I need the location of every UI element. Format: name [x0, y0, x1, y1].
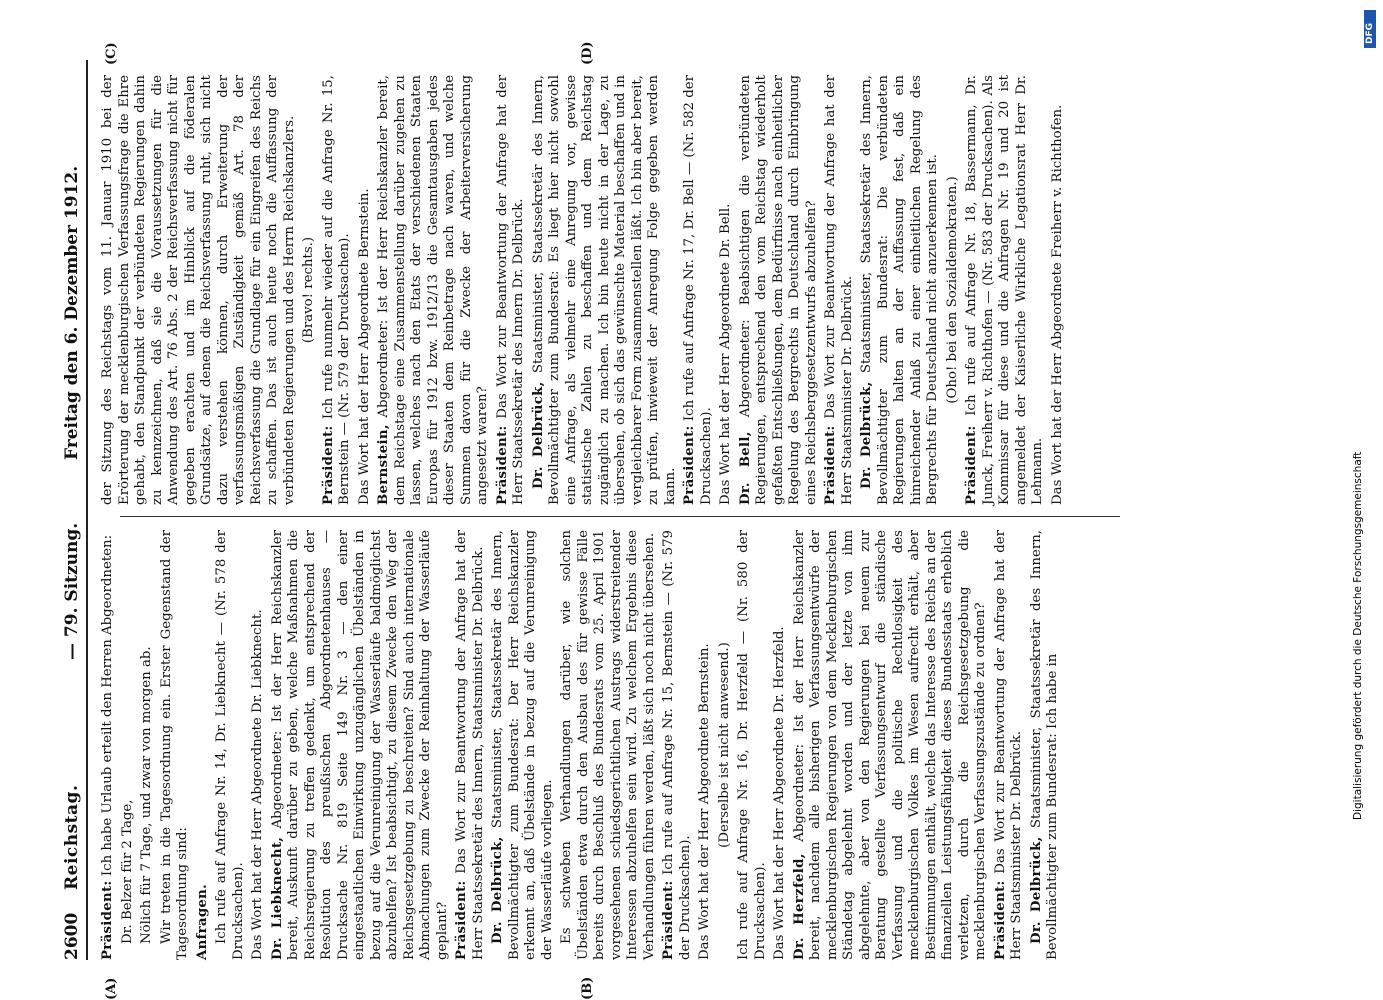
dfg-logo: [1364, 10, 1376, 48]
paragraph: [139, 530, 156, 960]
margin-mark-a: (A): [104, 977, 119, 1000]
paragraph-text: Ich rufe auf Anfrage Nr. 15, Bernstein — (Nr. 579 der Drucksachen).: [661, 530, 693, 960]
paragraph-text: Das Wort hat der Herr Abgeordnete Bernstein.: [697, 643, 712, 960]
paragraph: [1029, 530, 1062, 960]
header-date: Freitag den 6. Dezember 1912.: [62, 165, 82, 460]
page-header: [60, 60, 88, 960]
paragraph: [357, 75, 374, 505]
paragraph-text: Das Wort zur Beantwortung der Anfrage hat der Herr Staatsminister Dr. Delbrück.: [823, 75, 855, 505]
paragraph-text: Wir treten in die Tagesordnung ein. Erster Gegenstand der Tagesordnung sind:: [158, 530, 190, 960]
paragraph-text: Staatsminister, Staatssekretär des Innern, Bevollmächtigter zum Bundesrat: Ich habe in: [1028, 530, 1060, 960]
paragraph: [738, 75, 821, 505]
paragraph-text: Ich rufe auf Anfrage Nr. 16, Dr. Herzfeld — (Nr. 580 der Drucksachen).: [736, 530, 768, 960]
paragraph-text: (Oho! bei den Sozialdemokraten.): [944, 176, 960, 404]
logo-text: DFG: [1365, 22, 1375, 44]
speaker-name: Dr. Delbrück,: [1028, 836, 1044, 944]
paragraph-text: Dr. Belzer für 2 Tage,: [119, 799, 135, 944]
speaker-name: Präsident:: [992, 880, 1008, 960]
paragraph: [120, 530, 137, 960]
paragraph: [823, 75, 856, 505]
speaker-name: Anfragen.: [194, 883, 210, 960]
paragraph: [859, 75, 942, 505]
paragraph-text: Es schweben Verhandlungen darüber, wie solchen Übelständen etwa durch den Ausbau des für gewisse Fälle bereits durch Beschluß des Bundesrats vom 25. April 1901 vorgesehenen schiedsgerichtlichen Austrags widerstreitender Interessen abzuhelfen sein wird. Zu welchem Ergebnis diese Verhandlungen führen werden, läßt sich noch nicht übersehen.: [559, 530, 657, 960]
paragraph: [661, 530, 694, 960]
paragraph-text: Das Wort hat der Herr Abgeordnete Dr. Bell.: [718, 203, 733, 505]
speaker-name: Dr. Delbrück,: [490, 836, 505, 944]
paragraph: [945, 75, 962, 505]
paragraph: [159, 530, 192, 960]
paragraph: [964, 75, 1047, 505]
paragraph: [250, 530, 267, 960]
left-column: [100, 530, 1360, 960]
paragraph-text: Das Wort zur Beantwortung der Anfrage hat der Herr Staatsminister Dr. Delbrück.: [992, 530, 1024, 960]
paragraph: [717, 530, 734, 960]
paragraph: [495, 75, 528, 505]
paragraph: [559, 530, 658, 960]
paragraph-text: Ich rufe auf Anfrage Nr. 18, Bassermann, Dr. Junck, Freiherr v. Richthofen — (Nr. 583 der Drucksachen). Als Kommissar für diese und die Anfragen Nr. 19 und 20 ist angemeldet der Kaiserliche Wirkliche Legationsrat Herr Dr. Lehmann.: [964, 75, 1045, 505]
credit-text: Digitalisierung gefördert durch die Deutsche Forschungsgemeinschaft: [1352, 451, 1364, 820]
paragraph-text: Nölich für 7 Tage, und zwar von morgen ab.: [139, 646, 154, 944]
paragraph-text: Staatsminister, Staatssekretär des Innern, Bevollmächtigter zum Bundesrat: Die verbündeten Regierungen halten an der Auffassung fest, daß ein hinreichender Anlaß zu einer einheitlichen Regelung des Bergrechts für Deutschland nicht anzuerkennen ist.: [859, 75, 940, 505]
paragraph-text: Abgeordneter: Ist der Herr Reichskanzler bereit, dem Reichstage eine Zusammenstellung darüber zugehen zu lassen, welches nach den Etats der verschiedenen Staaten Europas für 1912 bzw. 1912/13 die Gesamtausgaben jedes dieser Staaten dem Reinbetrage nach waren, und welche Summen davon für die Zwecke der Arbeiterversicherung angesetzt waren?: [376, 74, 490, 505]
paragraph-text: Ich habe Urlaub erteilt den Herren Abgeordneten:: [100, 534, 115, 877]
paragraph: [214, 530, 247, 960]
paragraph-text: Abgeordneter: Ist der Herr Reichskanzler bereit, Auskunft darüber zu geben, welche Maßnahmen die Reichsregierung zu treffen gedenkt, um entsprechend der Resolution des preußischen Abgeordnetenhauses — Drucksache Nr. 819 Seite 149 Nr. 3 — den einer eingestaatlichen Einwirkung unzugänglichen Übelständen in bezug auf die Verunreinigung der Wasserläufe baldmöglichst abzuhelfen? Ist beabsichtigt, zu diesem Zwecke den Weg der Reichsgesetzgebung zu beschreiten? Sind auch internationale Abmachungen zum Zwecke der Reinhaltung der Wasserläufe geplant?: [269, 530, 450, 960]
speaker-name: Präsident:: [661, 880, 676, 960]
speaker-name: Bernstein,: [376, 424, 391, 505]
paragraph-text: Staatsminister, Staatssekretär des Innern, Bevollmächtigter zum Bundesrat: Es liegt hier nicht sowohl eine Anfrage, als vielmehr eine Anregung vor, gewisse statistische Zahlen zu beschaffen und dem Reichstag zugänglich zu machen. Ich bin heute nicht in der Lage, zu übersehen, ob sich das gewünschte Material beschaffen und in vergleichbarer Form zusammenstellen läßt. Ich bin aber bereit, zu prüfen, inwieweit der Anregung Folge gegeben werden kann.: [530, 75, 678, 505]
paragraph: [376, 75, 492, 505]
paragraph-text: Ich rufe auf Anfrage Nr. 14, Dr. Liebknecht — (Nr. 578 der Drucksachen).: [214, 530, 246, 960]
speaker-name: Dr. Bell,: [737, 431, 753, 505]
paragraph: [682, 75, 715, 505]
paragraph: [792, 530, 990, 960]
paragraph-text: der Sitzung des Reichstags vom 11. Januar 1910 bei der Erörterung der mecklenburgischen Verfassungsfrage die Ehre gehabt, den Standpunkt der verbündeten Regierungen dahin zu kennzeichnen, daß sie die Voraussetzungen für die Anwendung des Art. 76 Abs. 2 der Reichsverfassung nicht für gegeben erachten und im Hinblick auf die föderalen Grundsätze, auf denen die Reichsverfassung ruht, sich nicht dazu verstehen können, durch Erweiterung der verfassungsmäßigen Zuständigkeit gemäß Art. 78 der Reichsverfassung die Grundlage für ein Eingreifen des Reichs zu schaffen. Das ist auch heute noch die Auffassung der verbündeten Regierungen und des Herrn Reichskanzlers.: [100, 75, 297, 505]
margin-mark-b: (B): [580, 976, 595, 1000]
speaker-name: Präsident:: [494, 425, 510, 505]
paragraph: [531, 75, 680, 505]
paragraph-text: Das Wort hat der Herr Abgeordnete Dr. Herzfeld.: [772, 626, 787, 960]
paragraph: [100, 530, 117, 960]
paragraph: [697, 530, 714, 960]
paragraph: [454, 530, 487, 960]
speaker-name: Präsident:: [454, 880, 469, 960]
paragraph: [490, 530, 556, 960]
right-column: [100, 75, 1360, 505]
paragraph-text: Das Wort hat der Herr Abgeordnete Freiherr v. Richthofen.: [1049, 104, 1065, 505]
paragraph: [100, 75, 298, 505]
paragraph-text: Abgeordneter: Ist der Herr Reichskanzler bereit, nachdem alle bisherigen Verfassungsentwürfe der mecklenburgischen Regierungen von dem Mecklenburgischen Ständetag abgelehnt worden und der letzte von ihm abgelehnte, aber von den Regierungen bei neuem zur Beratung gestellte Verfassungsentwurf die ständische Verfassung und die politische Rechtlosigkeit des mecklenburgischen Volkes im Wesen aufrecht erhält, aber Bestimmungen enthält, welche das Interesse des Reichs an der finanziellen Leistungsfähigkeit dieses Bundesstaats erheblich verletzen, durch die Reichsgesetzgebung die mecklenburgischen Verfassungszustände zu ordnen?: [791, 530, 988, 960]
paragraph-text: (Derselbe ist nicht anwesend.): [716, 642, 732, 848]
header-title: Reichstag.: [62, 784, 82, 890]
paragraph: [718, 75, 735, 505]
paragraph: [772, 530, 789, 960]
speaker-name: Präsident:: [320, 425, 336, 505]
paragraph-text: Abgeordneter: Beabsichtigen die verbündeten Regierungen, entsprechend den vom Reichstag wiederholt gefaßten Entschließungen, dem Bedürfnisse nach einheitlicher Regelung des Bergrechts in Deutschland durch Einbringung eines Reichsberggesetzentwurfs abzuhelfen?: [737, 75, 819, 505]
paragraph-text: Das Wort hat der Herr Abgeordnete Dr. Liebknecht.: [250, 609, 265, 960]
column-divider: [120, 516, 1120, 517]
margin-mark-c: (C): [104, 42, 119, 65]
speaker-name: Präsident:: [100, 880, 115, 960]
speaker-name: Dr. Delbrück,: [530, 381, 546, 489]
paragraph-text: Staatsminister, Staatssekretär des Innern, Bevollmächtigter zum Bundesrat: Der Herr Reichskanzler erkennt an, daß Übelstände in bezug auf die Verunreinigung der Wasserläufe vorliegen.: [490, 530, 555, 960]
paragraph: [993, 530, 1026, 960]
paragraph-text: Das Wort zur Beantwortung der Anfrage hat der Herr Staatssekretär des Innern Dr. Delbrück.: [494, 75, 526, 505]
paragraph: [736, 530, 769, 960]
digitization-credit: [1352, 60, 1368, 820]
page-number: 2600: [62, 912, 82, 960]
speaker-name: Präsident:: [823, 425, 838, 505]
speaker-name: Dr. Delbrück,: [859, 381, 874, 489]
paragraph: [270, 530, 452, 960]
paragraph: [195, 530, 212, 960]
speaker-name: Dr. Herzfeld,: [791, 853, 807, 960]
rotated-page: [60, 41, 1360, 1000]
paragraph: [321, 75, 354, 505]
paragraph-text: (Bravo! rechts.): [301, 236, 316, 344]
margin-mark-d: (D): [580, 41, 595, 65]
speaker-name: Dr. Liebknecht,: [269, 836, 285, 960]
speaker-name: Präsident:: [964, 425, 979, 505]
paragraph: [301, 75, 318, 505]
paragraph-text: Ich rufe auf Anfrage Nr. 17, Dr. Bell — (Nr. 582 der Drucksachen).: [682, 74, 714, 505]
paragraph-text: Das Wort zur Beantwortung der Anfrage hat der Herr Staatssekretär des Innern, Staatsminister Dr. Delbrück.: [454, 530, 486, 960]
speaker-name: Präsident:: [682, 425, 697, 505]
header-session: — 79. Sitzung.: [62, 522, 82, 660]
paragraph: [1050, 75, 1067, 505]
paragraph-text: Ich rufe nunmehr wieder auf die Anfrage Nr. 15, Bernstein — (Nr. 579 der Drucksachen).: [320, 75, 352, 505]
paragraph-text: Das Wort hat der Herr Abgeordnete Bernstein.: [356, 188, 372, 505]
